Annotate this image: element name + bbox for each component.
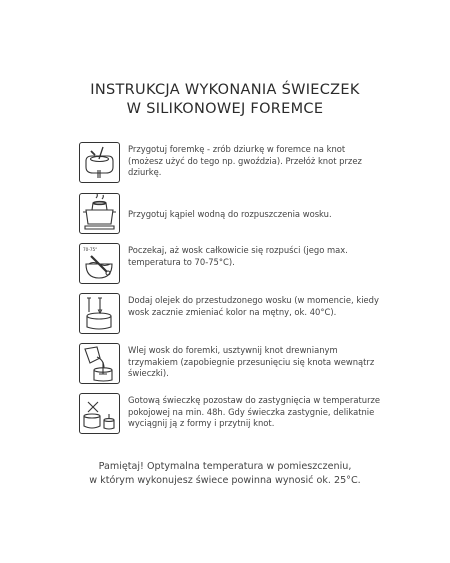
silicone-mold-knot-icon bbox=[79, 142, 120, 183]
step-4-text: Dodaj olejek do przestudzonego wosku (w momencie, kiedy wosk zacznie zmieniać kolor na mętny, ok. 40°C). bbox=[128, 295, 379, 317]
title-line-2: W SILIKONOWEJ FOREMCE bbox=[126, 101, 324, 117]
water-bath-pot-icon bbox=[79, 193, 120, 234]
step-3 bbox=[79, 243, 389, 285]
step-1 bbox=[79, 142, 389, 184]
step-5 bbox=[79, 343, 389, 385]
step-2 bbox=[79, 193, 389, 235]
candle-unmold-icon bbox=[79, 393, 120, 434]
step-3-text: Poczekaj, aż wosk całkowicie się rozpuści (jego max. temperatura to 70-75°C). bbox=[128, 245, 348, 267]
note-line-1: Pamiętaj! Optymalna temperatura w pomieszczeniu, bbox=[98, 461, 352, 472]
step-6-text: Gotową świeczkę pozostaw do zastygnięcia w temperaturze pokojowej na min. 48h. Gdy świeczka zastygnie, delikatnie wyciągnij ją z formy i przytnij knot. bbox=[128, 395, 381, 429]
svg-text:70-75°: 70-75° bbox=[83, 247, 98, 252]
melting-wax-thermometer-icon bbox=[79, 243, 120, 284]
step-4 bbox=[79, 293, 389, 335]
note-line-2: w którym wykonujesz świece powinna wynosić ok. 25°C. bbox=[89, 475, 361, 486]
pour-wax-icon bbox=[79, 343, 120, 384]
step-2-text: Przygotuj kąpiel wodną do rozpuszczenia wosku. bbox=[128, 209, 332, 219]
oil-dropper-icon bbox=[79, 293, 120, 334]
step-1-text: Przygotuj foremkę - zrób dziurkę w foremce na knot (możesz użyć do tego np. gwoździa). Przełóż knot przez dziurkę. bbox=[128, 144, 362, 178]
step-5-text: Wlej wosk do foremki, usztywnij knot drewnianym trzymakiem (zapobiegnie przesunięciu się knota wewnątrz świeczki). bbox=[128, 345, 375, 379]
title-line-1: INSTRUKCJA WYKONANIA ŚWIECZEK bbox=[90, 82, 360, 98]
step-6 bbox=[79, 393, 389, 435]
